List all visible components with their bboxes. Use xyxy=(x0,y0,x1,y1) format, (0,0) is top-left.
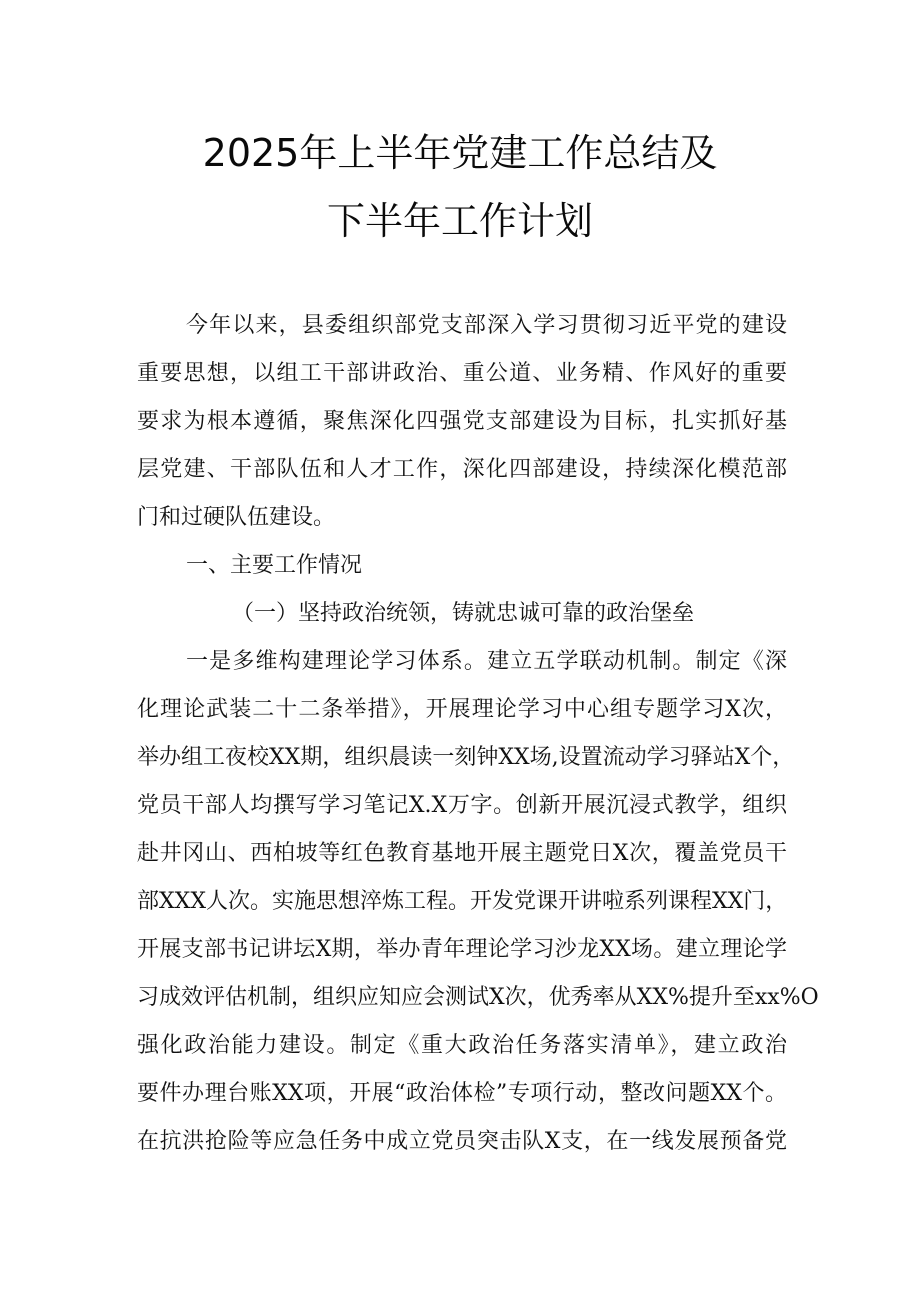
body-line: 重要思想，以组工干部讲政治、重公道、业务精、作风好的重要 xyxy=(137,361,787,386)
body-line: 化理论武装二十二条举措》，开展理论学习中心组专题学习X次， xyxy=(137,697,787,722)
document-title-line-2: 下半年工作计划 xyxy=(326,199,593,243)
body-line: 开展支部书记讲坛X期，举办青年理论学习沙龙XX场。建立理论学 xyxy=(137,937,787,962)
body-line: 门和过硬队伍建设。 xyxy=(137,505,336,530)
body-line: 在抗洪抢险等应急任务中成立党员突击队X支，在一线发展预备党 xyxy=(137,1129,787,1154)
body-line: 党员干部人均撰写学习笔记X.X万字。创新开展沉浸式教学，组织 xyxy=(137,793,787,818)
section-heading: 一、主要工作情况 xyxy=(186,553,363,578)
body-line: 今年以来，县委组织部党支部深入学习贯彻习近平党的建设 xyxy=(186,313,787,338)
document-title-line-1: 2025年上半年党建工作总结及 xyxy=(202,131,718,175)
body-line: 要件办理台账XX项，开展“政治体检”专项行动，整改问题XX个。 xyxy=(137,1081,787,1106)
body-line: 一是多维构建理论学习体系。建立五学联动机制。制定《深 xyxy=(186,649,787,674)
body-line: 举办组工夜校XX期，组织晨读一刻钟XX场,设置流动学习驿站X个， xyxy=(137,745,795,770)
subsection-heading: （一）坚持政治统领，铸就忠诚可靠的政治堡垒 xyxy=(232,601,695,626)
body-line: 赴井冈山、西柏坡等红色教育基地开展主题党日X次，覆盖党员干 xyxy=(137,841,787,866)
body-line: 要求为根本遵循，聚焦深化四强党支部建设为目标，扎实抓好基 xyxy=(137,409,787,434)
body-line: 强化政治能力建设。制定《重大政治任务落实清单》，建立政治 xyxy=(137,1033,787,1058)
body-line: 习成效评估机制，组织应知应会测试X次，优秀率从XX%提升至xx%O xyxy=(137,985,819,1010)
body-line: 部XXX人次。实施思想淬炼工程。开发党课开讲啦系列课程XX门， xyxy=(137,889,788,914)
body-line: 层党建、干部队伍和人才工作，深化四部建设，持续深化模范部 xyxy=(137,457,787,482)
